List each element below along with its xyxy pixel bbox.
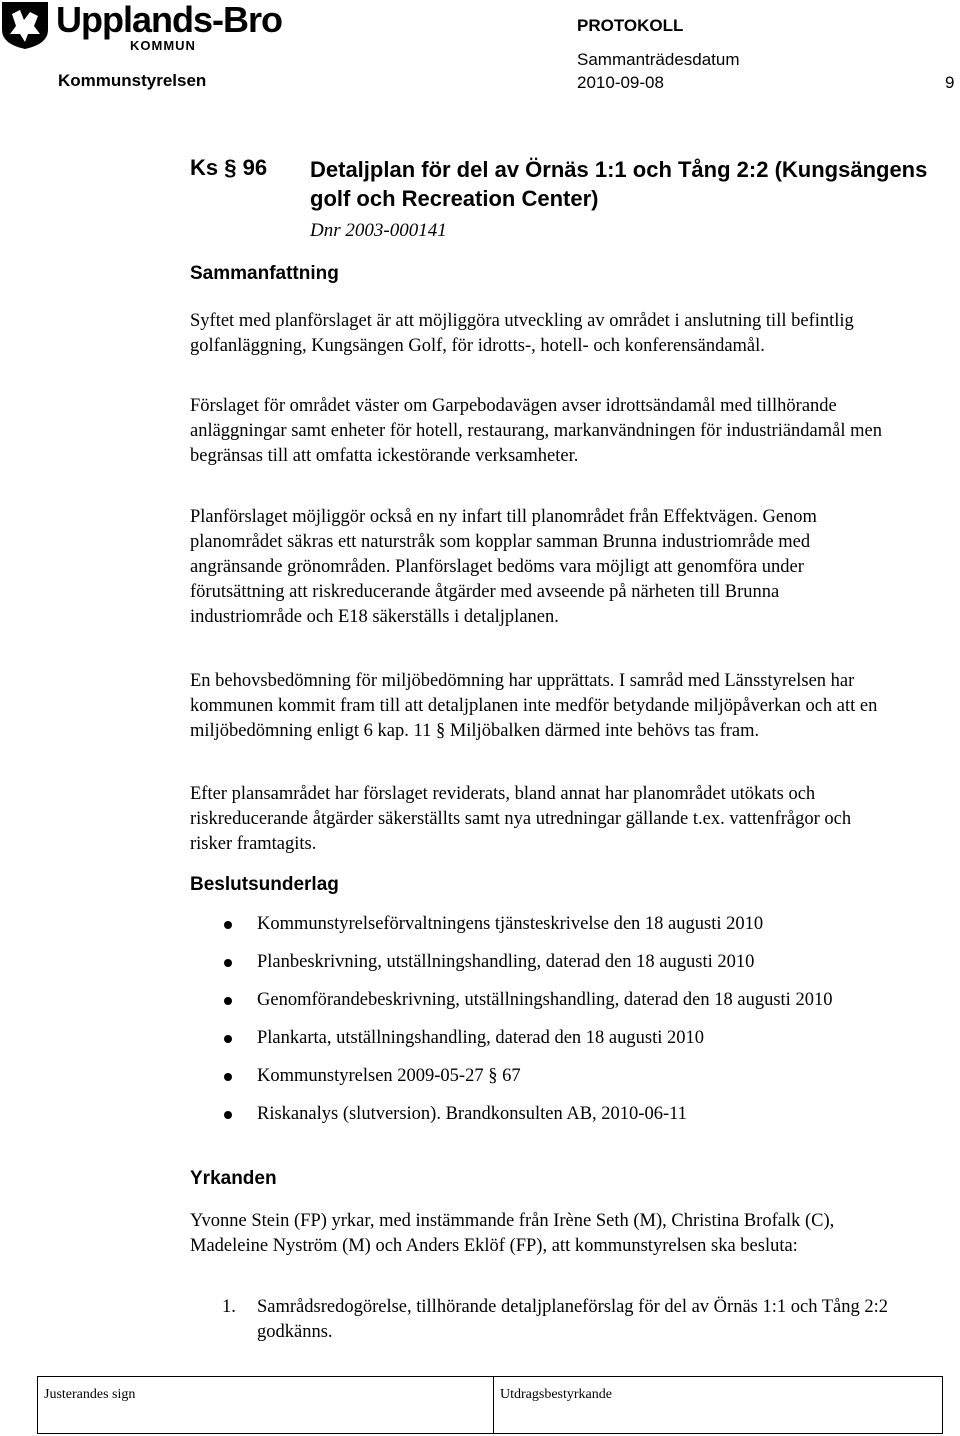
logo-wordmark: Upplands-Bro <box>56 0 282 40</box>
list-item <box>190 1295 890 1345</box>
case-number: Ks § 96 <box>190 155 268 180</box>
municipality-crest-icon <box>0 0 50 50</box>
basis-list <box>190 912 890 1140</box>
paragraph-access: Planförslaget möjliggör också en ny infart till planområdet från Effektvägen. Genom planområdet säkras ett naturstråk som kopplar samman Brunna industriområde med angränsande grönområden. Planförslaget bedöms vara möjligt att genomföra under förutsättning att riskreducerande åtgärder med avseende på närheten till Brunna industriområde och E18 säkerställs i detaljplanen. <box>190 507 817 627</box>
footer-col-extract <box>493 1377 943 1433</box>
paragraph-purpose: Syftet med planförslaget är att möjliggöra utveckling av området i anslutning till befintlig golfanläggning, Kungsängen Golf, för idrotts-, hotell- och konferensändamål. <box>190 311 854 356</box>
footer-sign-label: Justerandes sign <box>44 1387 136 1402</box>
meeting-date: 2010-09-08 <box>577 73 664 92</box>
page-number: 9 <box>945 73 955 92</box>
paragraph-proposal: Förslaget för området väster om Garpebodavägen avser idrottsändamål med tillhörande anläggningar samt enheter för hotell, restaurang, markanvändningen för industriändamål men begränsas till att omfatta ickestörande verksamheter. <box>190 396 882 466</box>
motions-heading: Yrkanden <box>190 1168 277 1189</box>
list-item: Genomförandebeskrivning, utställningshandling, daterad den 18 augusti 2010 <box>190 988 890 1013</box>
footer-col-sign <box>38 1377 493 1433</box>
basis-heading: Beslutsunderlag <box>190 874 339 895</box>
list-item: Kommunstyrelsen 2009-05-27 § 67 <box>190 1064 890 1089</box>
signature-box <box>37 1376 943 1434</box>
bullet-icon <box>224 1035 232 1043</box>
list-item: Planbeskrivning, utställningshandling, daterad den 18 augusti 2010 <box>190 950 890 975</box>
motion-text: Yvonne Stein (FP) yrkar, med instämmande från Irène Seth (M), Christina Brofalk (C), Madeleine Nyström (M) och Anders Eklöf (FP), att kommunstyrelsen ska besluta: <box>190 1211 835 1256</box>
case-dnr: Dnr 2003-000141 <box>310 220 447 241</box>
case-title: Detaljplan för del av Örnäs 1:1 och Tång 2:2 (Kungsängens golf och Recreation Center) <box>310 157 928 211</box>
footer-extract-label: Utdragsbestyrkande <box>500 1387 612 1402</box>
bullet-icon <box>224 959 232 967</box>
document-type: PROTOKOLL <box>577 16 684 35</box>
board-name: Kommunstyrelsen <box>58 71 207 90</box>
paragraph-revision: Efter plansamrådet har förslaget reviderats, bland annat har planområdet utökats och riskreducerande åtgärder säkerställts samt nya utredningar gällande t.ex. vattenfrågor och risker framtagits. <box>190 784 852 854</box>
list-item: Riskanalys (slutversion). Brandkonsulten AB, 2010-06-11 <box>190 1102 890 1127</box>
list-item-text: Samrådsredogörelse, tillhörande detaljplaneförslag för del av Örnäs 1:1 och Tång 2:2 godkänns. <box>257 1297 889 1342</box>
list-item: Plankarta, utställningshandling, daterad den 18 augusti 2010 <box>190 1026 890 1051</box>
motion-list <box>190 1295 890 1345</box>
bullet-icon <box>224 1111 232 1119</box>
list-item: Kommunstyrelseförvaltningens tjänsteskrivelse den 18 augusti 2010 <box>190 912 890 937</box>
list-number: 1. <box>222 1297 236 1317</box>
logo-subtitle: KOMMUN <box>130 38 196 53</box>
summary-heading: Sammanfattning <box>190 263 339 284</box>
bullet-icon <box>224 1073 232 1081</box>
paragraph-assessment: En behovsbedömning för miljöbedömning har upprättats. I samråd med Länsstyrelsen har kommunen kommit fram till att detaljplanen inte medför betydande miljöpåverkan och att en miljöbedömning enligt 6 kap. 11 § Miljöbalken därmed inte behövs tas fram. <box>190 671 878 741</box>
bullet-icon <box>224 997 232 1005</box>
meeting-date-label: Sammanträdesdatum <box>577 50 740 69</box>
bullet-icon <box>224 921 232 929</box>
